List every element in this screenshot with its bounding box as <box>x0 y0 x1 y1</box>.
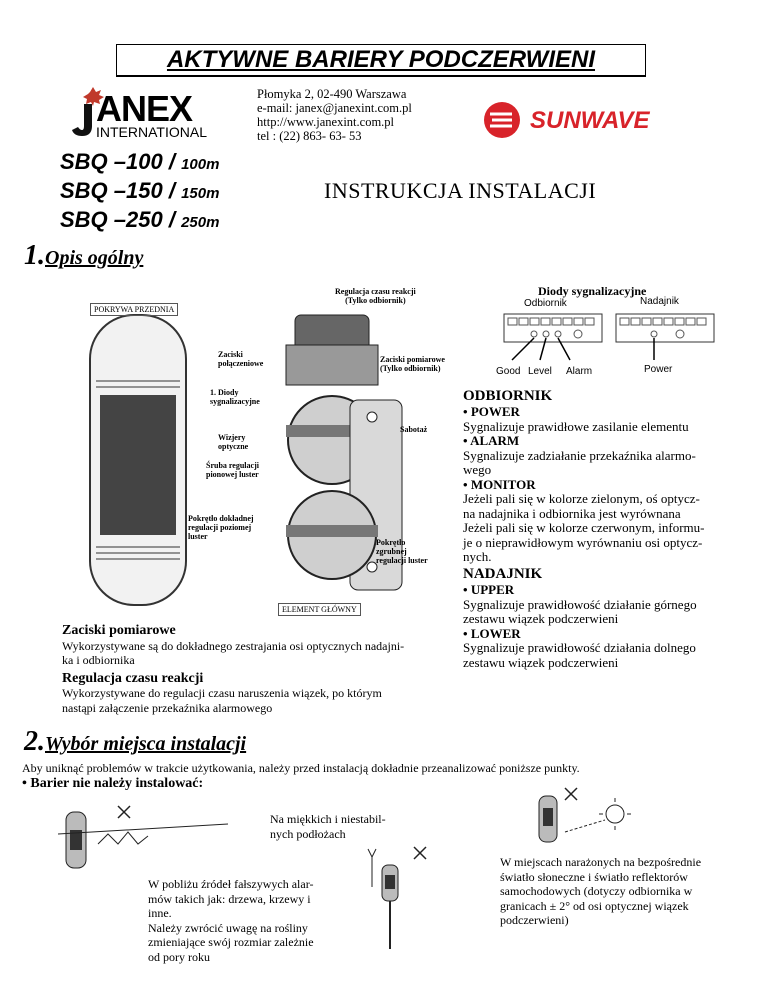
email-line: e-mail: janex@janexint.com.pl <box>257 101 412 115</box>
case-sunlight: W miejscach narażonych na bezpośrednie światło słoneczne i światło reflektorów samochodowych (dotyczy odbiornika w granicach ± 2° od osi optycznej wiązek podczerwieni) <box>500 855 702 927</box>
plants-illustration <box>360 845 460 955</box>
sunwave-logo-mark <box>482 100 528 140</box>
logo-subtext: INTERNATIONAL <box>96 124 207 140</box>
section1-heading: 1.Opis ogólny <box>24 240 144 271</box>
diodes-panel <box>490 286 730 382</box>
odb-item-power: • POWER <box>463 404 520 419</box>
odb-item-alarm: • ALARM <box>463 433 520 448</box>
model-item: SBQ –150 / 150m <box>60 178 220 203</box>
url-line: http://www.janexint.com.pl <box>257 115 395 129</box>
device-illustration <box>60 285 460 615</box>
odb-text-alarm: Sygnalizuje zadziałanie przekaźnika alarmo- wego <box>463 447 696 477</box>
callout-hfine: Pokrętło dokładnej regulacji poziomej luster <box>188 514 254 541</box>
callout-sight: Wizjery optyczne <box>218 433 249 451</box>
nadajnik-section <box>463 566 758 670</box>
doc-subtitle: INSTRUKCJA INSTALACJI <box>324 178 597 203</box>
led-panels <box>490 310 730 380</box>
section2-intro: Aby uniknąć problemów w trakcie użytkowania, należy przed instalacją dokładnie przeanalizować poniższe punkty. <box>22 761 580 775</box>
receiver-label: Odbiornik <box>524 298 567 309</box>
zaciski-block <box>62 624 462 715</box>
odb-text-power: Sygnalizuje prawidłowe zasilanie elementu <box>463 418 689 434</box>
model-list <box>60 149 219 236</box>
regulacja-heading: Regulacja czasu reakcji <box>62 670 204 686</box>
callout-vscrew: Śruba regulacji pionowej luster <box>206 461 259 479</box>
transmitter-label: Nadajnik <box>640 296 679 307</box>
document-title: AKTYWNE BARIERY PODCZERWIENI <box>116 44 646 77</box>
address-block <box>257 87 412 143</box>
zaciski-heading: Zaciski pomiarowe <box>62 623 176 638</box>
odbiornik-section <box>463 388 758 565</box>
callout-diodes: 1. Diody sygnalizacyjne <box>210 388 260 406</box>
odb-item-monitor: • MONITOR <box>463 476 536 492</box>
callout-coarse: Pokrętło zgrubnej regulacji luster <box>376 538 428 565</box>
callout-reaction: Regulacja czasu reakcji (Tylko odbiornik) <box>335 287 416 305</box>
phone-line: tel : (22) 863- 63- 53 <box>257 129 362 143</box>
case-soft-ground: Na miękkich i niestabil- nych podłożach <box>270 812 386 841</box>
led-alarm-label: Alarm <box>566 366 593 377</box>
label-main-element: ELEMENT GŁÓWNY <box>278 603 361 616</box>
section2-heading: 2.Wybór miejsca instalacji <box>24 726 247 757</box>
callout-tamper: Sabotaż <box>400 425 428 434</box>
logo-text: ANEX <box>96 88 193 129</box>
address-line: Płomyka 2, 02-490 Warszawa <box>257 87 407 101</box>
sunwave-logo <box>482 100 712 140</box>
brand-name: SUNWAVE <box>530 107 650 134</box>
device-diagram <box>60 285 460 615</box>
model-item: SBQ –250 / 250m <box>60 207 220 232</box>
warning-line: • Barier nie należy instalować: <box>22 776 204 791</box>
janex-logo <box>62 86 222 138</box>
nadajnik-heading: NADAJNIK <box>463 566 543 582</box>
nad-text-lower: Sygnalizuje prawidłowość działania dolnego zestawu wiązek podczerwieni <box>463 640 696 670</box>
odb-text-monitor: Jeżeli pali się w kolorze zielonym, oś optycz- na nadajnika i odbiornika jest wyrównana Jeżeli pali się w kolorze czerwonym, informu- je o nieprawidłowym wyrównaniu osi optycz- nych. <box>463 491 705 564</box>
label-front-cover: POKRYWA PRZEDNIA <box>90 303 178 316</box>
led-good-label: Good <box>496 366 521 377</box>
callout-connection: Zaciski połączeniowe <box>218 350 264 368</box>
led-level-label: Level <box>528 366 552 377</box>
model-item: SBQ –100 / 100m <box>60 149 220 174</box>
case-trees: W pobliżu źródeł fałszywych alar- mów takich jak: drzewa, krzewy i inne. Należy zwrócić uwagę na rośliny zmieniające swój rozmiar zależnie od pory roku <box>148 877 314 964</box>
sunlight-illustration <box>535 784 675 854</box>
zaciski-text: Wykorzystywane są do dokładnego zestrajania osi optycznych nadajni- ka i odbiornika <box>62 638 405 667</box>
nad-item-lower: • LOWER <box>463 625 521 641</box>
led-power-label: Power <box>644 364 673 375</box>
nad-text-upper: Sygnalizuje prawidłowość działanie górnego zestawu wiązek podczerwieni <box>463 596 697 626</box>
regulacja-text: Wykorzystywane do regulacji czasu naruszenia wiązek, po którym nastąpi załączenie przekaźnika alarmowego <box>62 686 382 715</box>
callout-measure: Zaciski pomiarowe (Tylko odbiornik) <box>380 355 445 373</box>
nad-item-upper: • UPPER <box>463 582 515 597</box>
odbiornik-heading: ODBIORNIK <box>463 388 553 404</box>
diodes-title: Diody sygnalizacyjne <box>538 284 647 298</box>
